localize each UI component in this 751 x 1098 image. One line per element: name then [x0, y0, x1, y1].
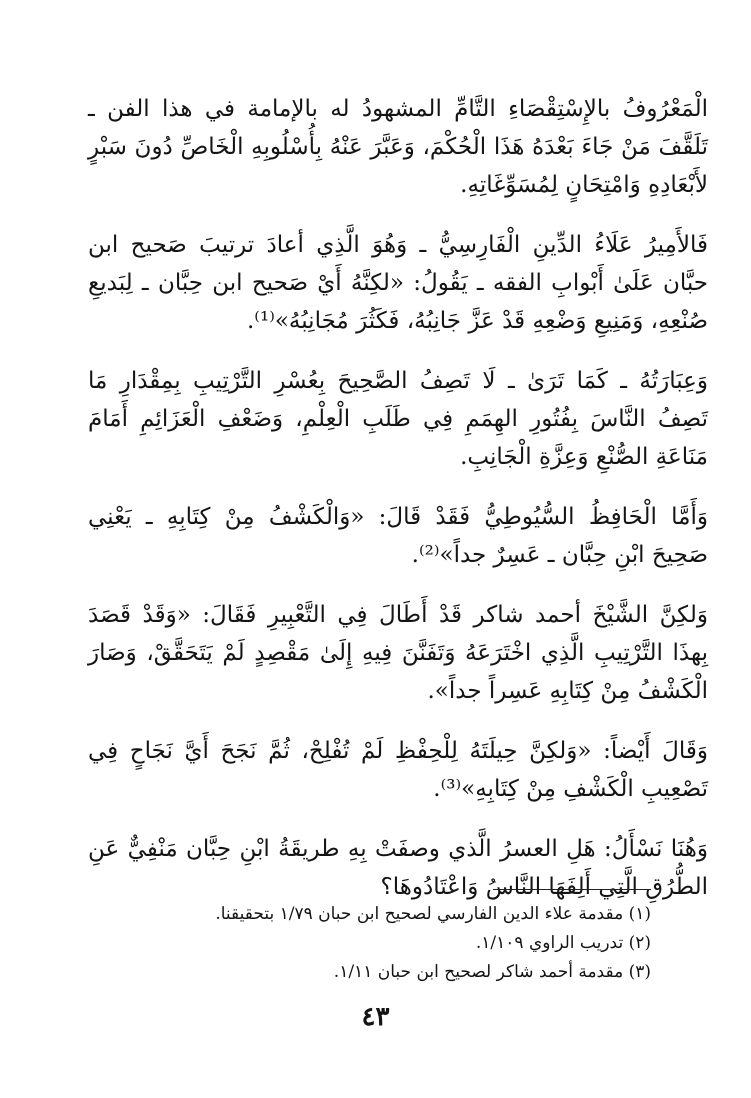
footnote-1: (١) مقدمة علاء الدين الفارسي لصحيح ابن حبان ١/٧٩ بتحقيقنا. [215, 904, 651, 924]
paragraph-2: فَالأَمِيرُ عَلَاءُ الدِّينِ الْفَارِسِيُّ ـ وَهُوَ الَّذِي أعادَ ترتيبَ صَحيح ابن حبَّان عَلَىٰ أَبْوابِ الفقه ـ يَقُولُ: «لكِنَّهُ أَيْ صَحيح ابن حِبَّان ـ لِبَديعِ صُنْعِهِ، وَمَنِيعِ وَضْعِهِ قَدْ عَزَّ جَانِبُهُ، فَكَثُرَ مُجَانِبُهُ»⁽¹⁾. [88, 232, 708, 334]
main-text [88, 90, 708, 906]
footnote-2: (٢) تدريب الراوي ١/١٠٩. [475, 933, 651, 953]
footnote-3: (٣) مقدمة أحمد شاكر لصحيح ابن حبان ١/١١. [333, 962, 651, 982]
paragraph-4: وَأَمَّا الْحَافِظُ السُّيُوطِيُّ فَقَدْ قَالَ: «وَالْكَشْفُ مِنْ كِتَابِهِ ـ يَعْنِي صَحِيحَ ابْنِ حِبَّان ـ عَسِرٌ جداً»⁽²⁾. [88, 504, 708, 568]
footnote-separator [493, 889, 651, 890]
paragraph-1: الْمَعْرُوفُ بالإِسْتِقْصَاءِ التَّامِّ المشهودُ له بالإمامة في هذا الفن ـ تَلَقَّفَ مَنْ جَاءَ بَعْدَهُ هَذَا الْحُكْمَ، وَعَبَّرَ عَنْهُ بِأُسْلُوبِهِ الْخَاصِّ دُونَ سَبْرٍ لأَبْعَادِهِ وَامْتِحَانٍ لِمُسَوِّغَاتِهِ. [88, 96, 708, 198]
paragraph-6: وَقَالَ أَيْضاً: «وَلكِنَّ حِيلَتَهُ لِلْحِفْظِ لَمْ تُفْلِحْ، ثُمَّ نَجَحَ أَيَّ نَجَاحٍ فِي تَصْعِيبِ الْكَشْفِ مِنْ كِتَابِهِ»⁽³⁾. [88, 738, 708, 802]
paragraph-5: وَلكِنَّ الشَّيْخَ أحمد شاكر قَدْ أَطَالَ فِي التَّعْبِيرِ فَقَالَ: «وَقَدْ قَصَدَ بِهذَا التَّرْتِيبِ الَّذِي اخْتَرَعَهُ وَتَفَنَّنَ فِيهِ إِلَىٰ مَقْصِدٍ لَمْ يَتَحَقَّقْ، وَصَارَ الْكَشْفُ مِنْ كِتَابِهِ عَسِراً جداً». [88, 602, 708, 704]
paragraph-7: وَهُنَا نَسْأَلُ: هَلِ العسرُ الَّذي وصفَتْ بِهِ طريقَةُ ابْنِ حِبَّان مَنْفِيٌّ عَنِ الطُّرُقِ الَّتِي أَلِفَهَا النَّاسُ وَاعْتَادُوهَا؟ [88, 836, 708, 900]
footnotes [88, 900, 651, 987]
page-number: ٤٣ [361, 1002, 390, 1032]
paragraph-3: وَعِبَارَتُهُ ـ كَمَا تَرَىٰ ـ لَا تَصِفُ الصَّحِيحَ بِعُسْرِ التَّرْتِيبِ بِمِقْدَارِ مَا تَصِفُ النَّاسَ بِفُتُورِ الهِمَمِ فِي طَلَبِ الْعِلْمِ، وَضَعْفِ الْعَزَائِمِ أَمَامَ مَنَاعَةِ الصُّنْعِ وَعِزَّةِ الْجَانِبِ. [88, 368, 708, 470]
